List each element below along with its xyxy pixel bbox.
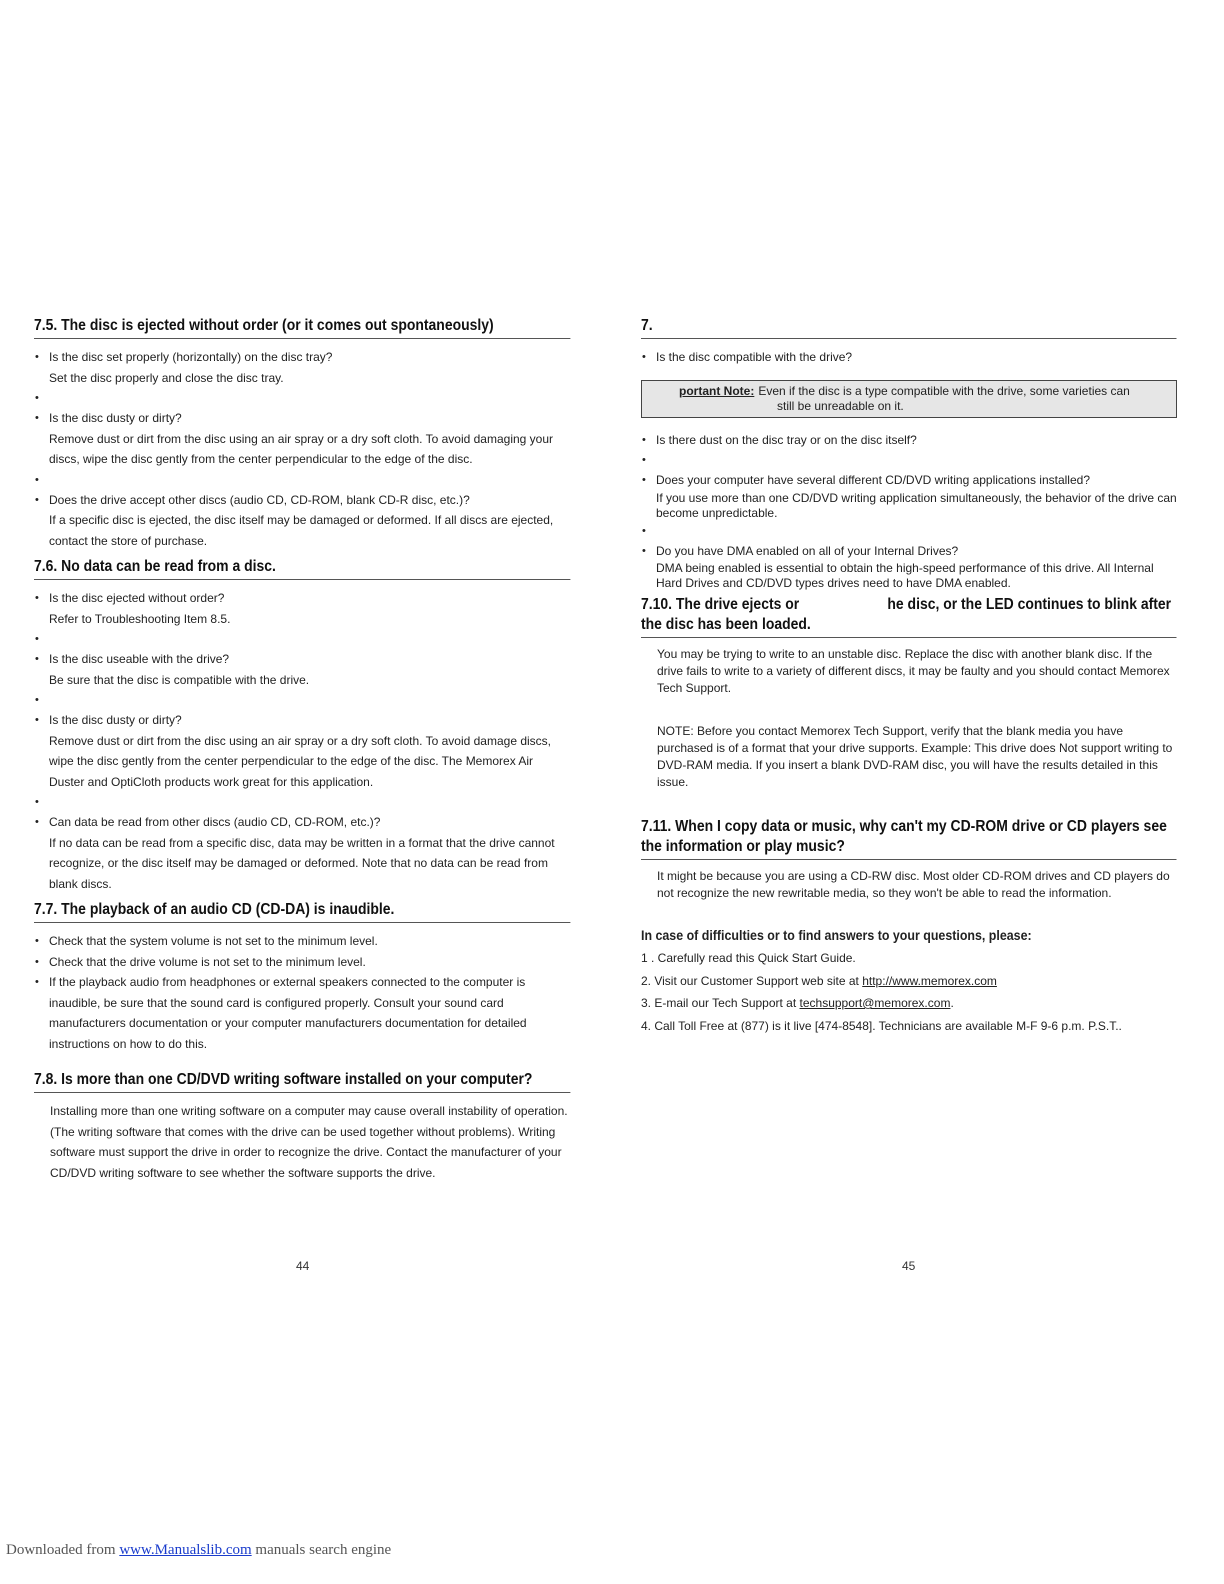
section-7-5-title: 7.5. The disc is ejected without order (or it comes out spontaneously) bbox=[34, 316, 570, 339]
section-7-9 bbox=[641, 316, 1177, 591]
list-item: • Is there dust on the disc tray or on the disc itself? bbox=[641, 430, 1177, 451]
list-item: • Is the disc compatible with the drive? bbox=[641, 347, 1177, 368]
list-item: • Does your computer have several different CD/DVD writing applications installed? If you use more than one CD/DVD writing application simultaneously, the behavior of the drive can become unpredictable. bbox=[641, 470, 1177, 521]
help-title: In case of difficulties or to find answers to your questions, please: bbox=[641, 928, 1032, 943]
section-7-8-title: 7.8. Is more than one CD/DVD writing software installed on your computer? bbox=[34, 1070, 570, 1093]
section-7-10-p2: NOTE: Before you contact Memorex Tech Support, verify that the blank media you have purchased is of a format that your drive supports. Example: This drive does Not support writing to DVD-RAM media. If you insert a blank DVD-RAM disc, you will have the results detailed in this issue. bbox=[657, 724, 1173, 789]
list-item: • Is the disc set properly (horizontally) on the disc tray? Set the disc properly and close the disc tray. bbox=[34, 347, 571, 388]
list-item: • Is the disc useable with the drive? Be sure that the disc is compatible with the drive. bbox=[34, 649, 571, 690]
important-note-box bbox=[641, 380, 1177, 418]
list-item: • Can data be read from other discs (audio CD, CD-ROM, etc.)? If no data can be read from a specific disc, data may be written in a format that the drive cannot recognize, or the disc itself may be damaged or deformed. Note that no data can be read from blank discs. bbox=[34, 812, 571, 894]
note-text: Even if the disc is a type compatible with the drive, some varieties can bbox=[758, 383, 1130, 398]
section-7-8 bbox=[34, 1070, 571, 1183]
list-item: • Check that the drive volume is not set to the minimum level. bbox=[34, 952, 571, 973]
page-number-right: 45 bbox=[902, 1259, 916, 1273]
help-step-4: 4. Call Toll Free at (877) is it live [474-8548]. Technicians are available M-F 9-6 p.m. P.S.T.. bbox=[641, 1018, 1122, 1033]
list-item: • Check that the system volume is not set to the minimum level. bbox=[34, 931, 571, 952]
list-item: • Does the drive accept other discs (audio CD, CD-ROM, blank CD-R disc, etc.)? If a specific disc is ejected, the disc itself may be damaged or deformed. If all discs are ejected, contact the store of purchase. bbox=[34, 490, 571, 552]
section-7-7 bbox=[34, 900, 571, 1054]
section-7-9-title: 7. bbox=[641, 316, 1176, 339]
section-7-10-p1: You may be trying to write to an unstable disc. Replace the disc with another blank disc. If the drive fails to write to a variety of different discs, it may be faulty and you should contact Memorex Tech Support. bbox=[657, 647, 1170, 695]
right-page bbox=[641, 316, 1177, 1037]
section-7-5-list bbox=[34, 347, 571, 551]
page-number-left: 44 bbox=[296, 1259, 310, 1273]
download-footer: Downloaded from www.Manualslib.com manuals search engine bbox=[6, 1542, 392, 1558]
section-7-10-title: 7.10. The drive ejects or he disc, or the LED continues to blink after the disc has been loaded. bbox=[641, 595, 1176, 638]
manualslib-link[interactable]: www.Manualslib.com bbox=[119, 1542, 252, 1558]
list-item: • Is the disc dusty or dirty? Remove dust or dirt from the disc using an air spray or a dry soft cloth. To avoid damaging your discs, wipe the disc gently from the center perpendicular to the edge of the disc. bbox=[34, 408, 571, 470]
note-label: portant Note: bbox=[679, 383, 755, 398]
email-link[interactable]: techsupport@memorex.com bbox=[799, 996, 951, 1010]
section-7-6-title: 7.6. No data can be read from a disc. bbox=[34, 557, 570, 580]
section-7-7-list bbox=[34, 931, 571, 1054]
note-text-2: still be unreadable on it. bbox=[777, 398, 904, 413]
section-7-11-title: 7.11. When I copy data or music, why can't my CD-ROM drive or CD players see the information or play music? bbox=[641, 817, 1176, 860]
section-7-7-title: 7.7. The playback of an audio CD (CD-DA) is inaudible. bbox=[34, 900, 570, 923]
left-page bbox=[34, 316, 571, 1183]
website-link[interactable]: http://www.memorex.com bbox=[862, 973, 997, 988]
list-item: • Is the disc dusty or dirty? Remove dust or dirt from the disc using an air spray or a dry soft cloth. To avoid damage discs, wipe the disc gently from the center perpendicular to the edge of the disc. The Memorex Air Duster and OptiCloth products work great for this application. bbox=[34, 710, 571, 792]
section-7-6 bbox=[34, 557, 571, 894]
section-7-8-body: Installing more than one writing software on a computer may cause overall instability of operation. (The writing software that comes with the drive can be used together without problems). Writing software must support the drive in order to recognize the drive. Contact the manufacturer of your CD/DVD writing software to see whether the software supports the drive. bbox=[50, 1104, 568, 1180]
section-7-11-p1: It might be because you are using a CD-RW disc. Most older CD-ROM drives and CD players do not recognize the new rewritable media, so they won't be able to read the information. bbox=[657, 869, 1170, 900]
list-item: • Do you have DMA enabled on all of your Internal Drives? DMA being enabled is essential to obtain the high-speed performance of this drive. All Internal Hard Drives and CD/DVD types drives need to have DMA enabled. bbox=[641, 541, 1177, 592]
help-section bbox=[641, 928, 1177, 1037]
help-steps bbox=[641, 947, 1177, 1037]
help-step-3: 3. E-mail our Tech Support at techsupport@memorex.com. bbox=[641, 996, 954, 1010]
list-item: • If the playback audio from headphones or external speakers connected to the computer is inaudible, be sure that the sound card is configured properly. Consult your sound card manufacturers documentation or your computer manufacturers documentation for detailed instructions on how to do this. bbox=[34, 972, 571, 1054]
section-7-5 bbox=[34, 316, 571, 551]
section-7-10 bbox=[641, 595, 1177, 791]
section-7-11 bbox=[641, 817, 1177, 902]
help-step-1: 1 . Carefully read this Quick Start Guide. bbox=[641, 951, 856, 965]
section-7-6-list bbox=[34, 588, 571, 894]
help-step-2: 2. Visit our Customer Support web site at http://www.memorex.com bbox=[641, 973, 997, 988]
list-item: • Is the disc ejected without order? Refer to Troubleshooting Item 8.5. bbox=[34, 588, 571, 629]
